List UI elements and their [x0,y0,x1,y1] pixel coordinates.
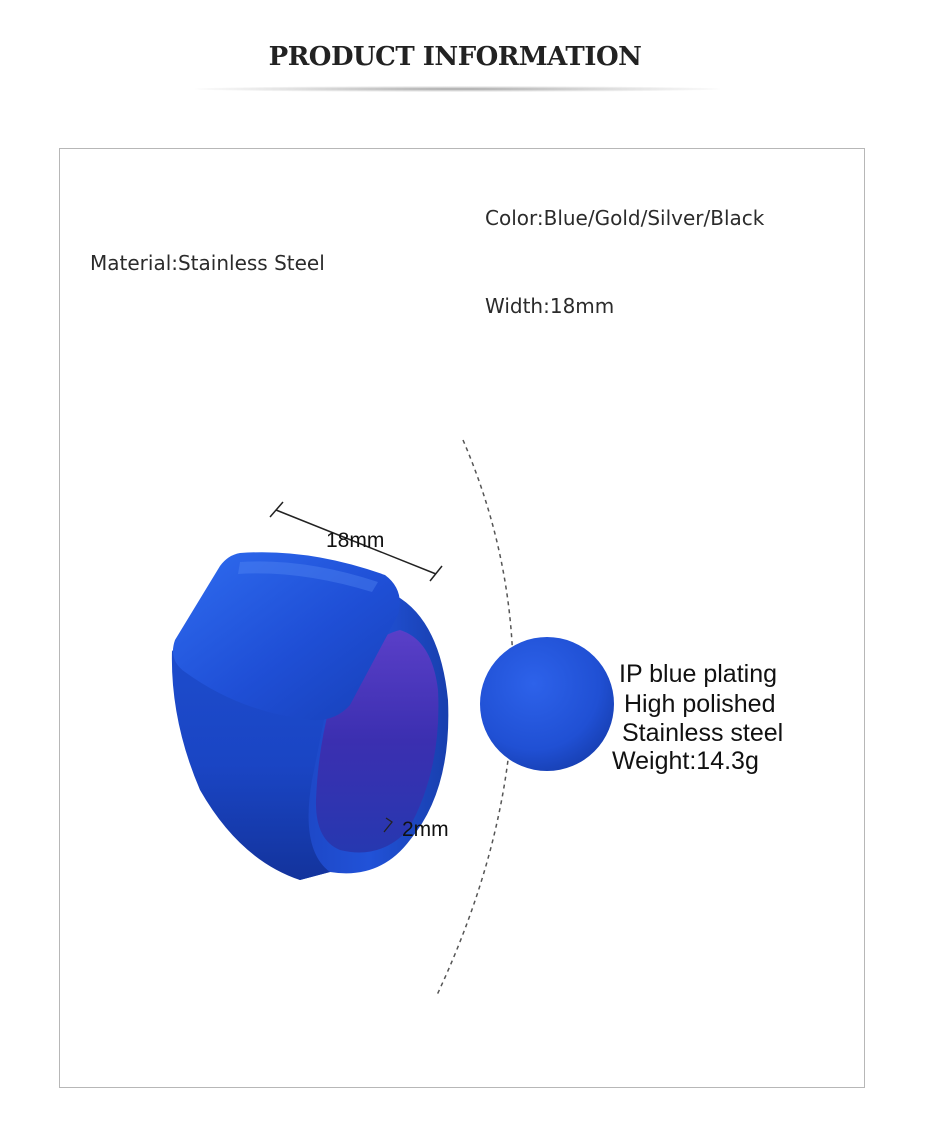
width-dimension-tick-left [270,502,283,517]
feature-weight: Weight:14.3g [612,747,759,775]
spec-material: Material:Stainless Steel [90,251,325,275]
color-swatch [480,637,614,771]
header-title: PRODUCT INFORMATION [268,42,642,72]
thickness-dimension-label: 2mm [402,818,449,841]
spec-width: Width:18mm [485,294,615,318]
feature-plating: IP blue plating [619,660,777,688]
width-dimension-tick-right [430,566,442,581]
spec-color: Color:Blue/Gold/Silver/Black [485,206,765,230]
feature-material: Stainless steel [622,719,784,747]
feature-polish: High polished [624,690,776,718]
width-dimension-label: 18mm [326,529,385,552]
